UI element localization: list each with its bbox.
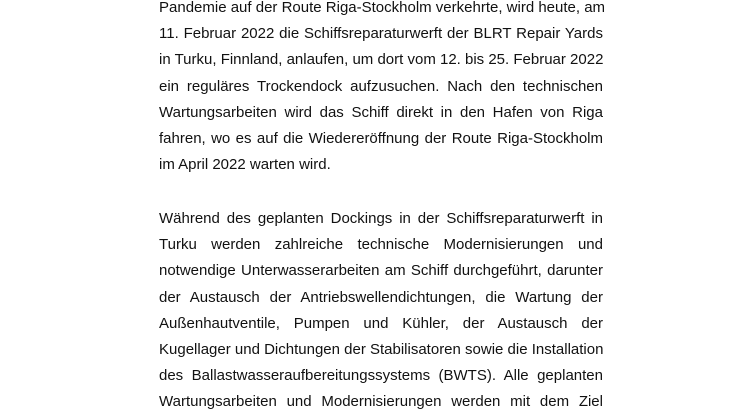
text-line: Turku werden zahlreiche technische Modernisierungen und xyxy=(159,236,603,254)
text-line: im April 2022 warten wird. xyxy=(159,156,331,174)
text-line: des Ballastwasseraufbereitungssystems (BWTS). Alle geplanten xyxy=(159,367,603,385)
text-line: Während des geplanten Dockings in der Schiffsreparaturwerft in xyxy=(159,210,603,227)
text-line: 11. Februar 2022 die Schiffsreparaturwerft der BLRT Repair Yards xyxy=(159,25,603,43)
text-line: fahren, wo es auf die Wiedereröffnung der Route Riga-Stockholm xyxy=(159,129,603,147)
text-line: ein reguläres Trockendock aufzusuchen. Nach den technischen xyxy=(159,77,603,95)
text-line: Wartungsarbeiten und Modernisierungen werden mit dem Ziel xyxy=(159,393,603,411)
text-line: Kugellager und Dichtungen der Stabilisatoren sowie die Installation xyxy=(159,340,604,358)
paragraph-1 xyxy=(159,0,606,178)
paragraph-2 xyxy=(159,206,603,416)
text-line: notwendige Unterwasserarbeiten am Schiff durchgeführt, darunter xyxy=(159,262,603,280)
text-line: der Austausch der Antriebswellendichtungen, die Wartung der xyxy=(159,288,603,306)
text-line: Außenhautventile, Pumpen und Kühler, der Austausch der xyxy=(159,314,603,332)
text-line: in Turku, Finnland, anlaufen, um dort vom 12. bis 25. Februar 2022 xyxy=(159,51,604,69)
text-line: Pandemie auf der Route Riga-Stockholm verkehrte, wird heute, am xyxy=(159,0,606,16)
text-line: Wartungsarbeiten wird das Schiff direkt in den Hafen von Riga xyxy=(159,103,603,121)
